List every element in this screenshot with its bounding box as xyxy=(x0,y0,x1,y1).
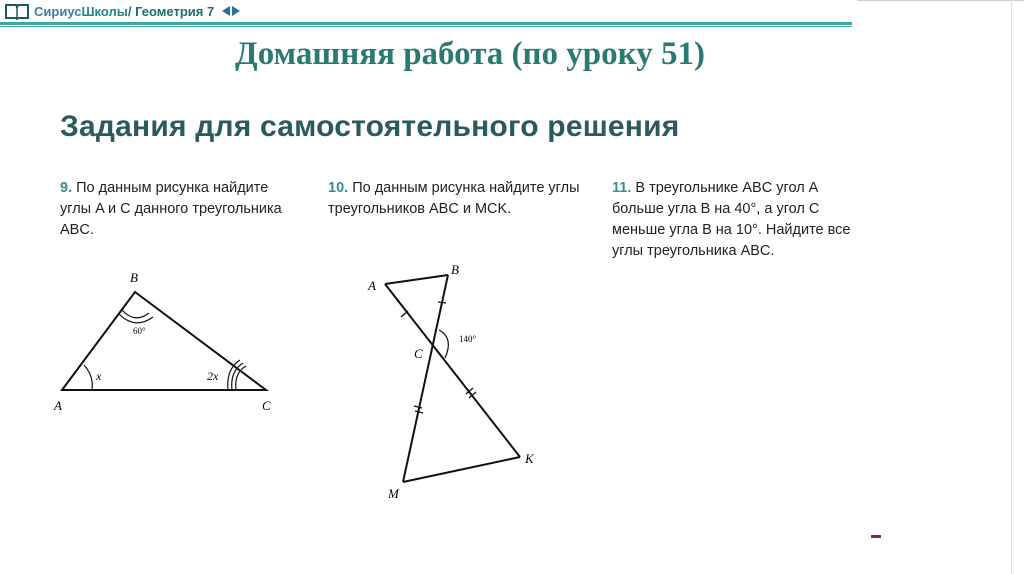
page-edge-line xyxy=(1011,0,1012,574)
task-11-number: 11. xyxy=(612,180,632,196)
header-bar xyxy=(0,0,1024,24)
brand-part1: Сириус xyxy=(34,3,82,19)
tick-mc-1 xyxy=(414,406,422,408)
section-heading: Задания для самостоятельного решения xyxy=(60,110,680,143)
header-rule-thin xyxy=(0,26,852,27)
task-11-text: В треугольнике ABC угол A больше угла B на 40°, а угол C меньше угла B на 10°. Найдите все углы треугольника ABC. xyxy=(612,180,851,259)
tick-ac xyxy=(401,311,408,317)
angle-b-arc xyxy=(122,310,149,318)
vertex-label-b: B xyxy=(130,270,138,285)
task-9 xyxy=(60,178,300,241)
angle-label-c: 2x xyxy=(207,369,219,383)
task-11 xyxy=(612,178,862,262)
brand-part2: Школы xyxy=(81,3,128,19)
angle-a-arc xyxy=(84,365,92,390)
segment-ab xyxy=(385,275,448,284)
angle-label-b: 60° xyxy=(133,326,146,336)
task-9-number: 9. xyxy=(60,180,73,196)
vertex-label-a: A xyxy=(368,278,376,293)
triangle-abc xyxy=(62,292,266,390)
task-10 xyxy=(328,178,588,220)
vertex-label-m: M xyxy=(388,486,399,501)
header-rule-right xyxy=(857,0,1024,1)
slide-marker xyxy=(871,535,881,538)
vertex-label-a: A xyxy=(54,398,62,413)
segment-ak xyxy=(385,284,520,457)
segment-bm xyxy=(403,275,448,482)
segment-mk xyxy=(403,457,520,482)
vertex-label-b: B xyxy=(451,262,459,277)
book-icon xyxy=(4,2,30,20)
figure-task-9 xyxy=(50,262,290,422)
vertex-label-c: C xyxy=(414,346,423,361)
brand-text xyxy=(34,4,214,19)
task-10-text: По данным рисунка найдите углы треугольников ABC и MCK. xyxy=(328,180,580,217)
nav-arrows-icon[interactable] xyxy=(222,6,240,16)
angle-label-c: 140° xyxy=(459,334,477,344)
figure-task-10 xyxy=(360,258,550,504)
header-rule xyxy=(0,22,852,25)
vertex-label-k: K xyxy=(525,451,534,466)
page-title: Домашняя работа (по уроку 51) xyxy=(235,36,705,72)
brand-part3: / Геометрия 7 xyxy=(127,3,215,19)
task-9-text: По данным рисунка найдите углы A и C данного треугольника ABC. xyxy=(60,180,282,238)
angle-label-a: x xyxy=(96,369,102,383)
task-10-number: 10. xyxy=(328,180,349,196)
tick-bc xyxy=(438,302,446,303)
brand-logo[interactable] xyxy=(4,2,240,20)
vertex-label-c: C xyxy=(262,398,271,413)
